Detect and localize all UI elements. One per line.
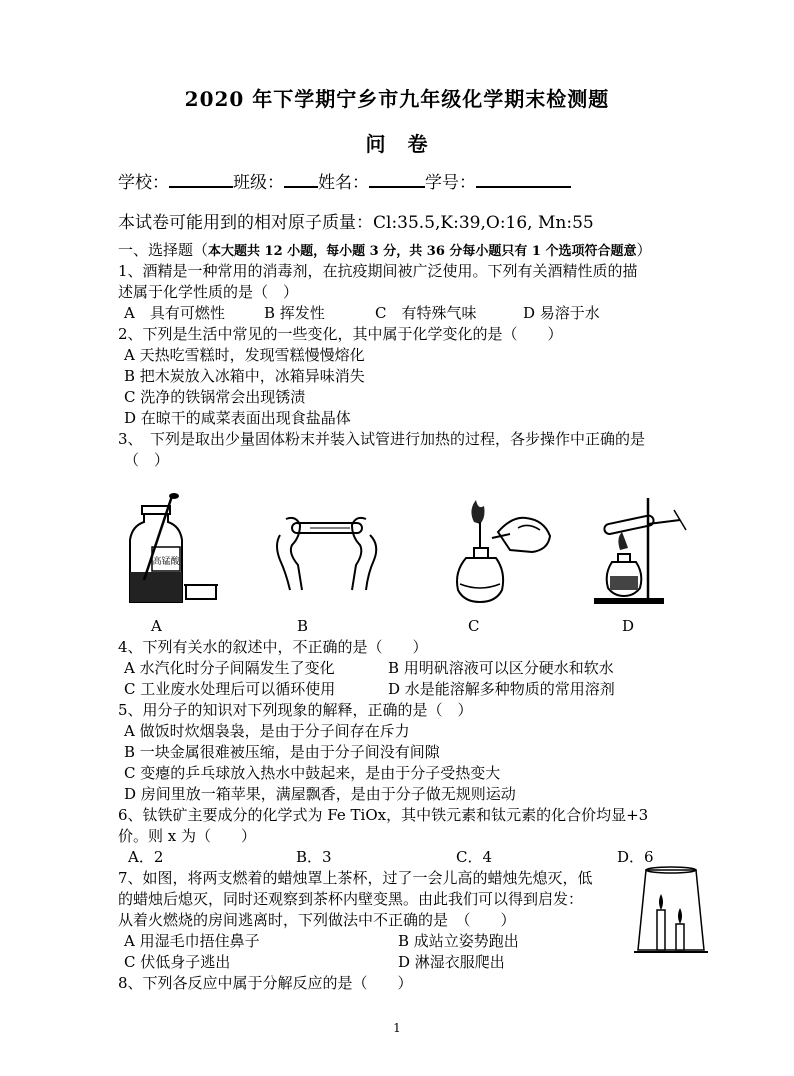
- q7-stem-2: 的蜡烛后熄灭，同时还观察到茶杯内壁变黑。由此我们可以得到启发：: [118, 890, 584, 908]
- q6-option-d: D．6: [617, 848, 654, 866]
- page-number: 1: [393, 1021, 401, 1035]
- q3-label-a: A: [151, 617, 162, 635]
- q4-stem: 4、下列有关水的叙述中，不正确的是（ ）: [118, 638, 428, 656]
- q6-option-b: B．3: [296, 848, 332, 866]
- q2-stem: 2、下列是生活中常见的一些变化，其中属于化学变化的是（ ）: [118, 325, 563, 343]
- q6-option-a: A．2: [128, 848, 164, 866]
- q3-label-c: C: [468, 617, 480, 635]
- q2-option-d: D 在晾干的咸菜表面出现食盐晶体: [124, 409, 351, 427]
- q8-stem: 8、下列各反应中属于分解反应的是（ ）: [118, 974, 413, 992]
- q2-option-c: C 洗净的铁锅常会出现锈渍: [124, 388, 306, 406]
- q5-option-c: C 变瘪的乒乓球放入热水中鼓起来，是由于分子受热变大: [124, 764, 501, 782]
- q1-stem-1: 1、酒精是一种常用的消毒剂，在抗疫期间被广泛使用。下列有关酒精性质的描: [118, 262, 638, 280]
- q7-option-a: A 用湿毛巾捂住鼻子: [124, 932, 260, 950]
- section-heading-close: ）: [636, 241, 652, 259]
- q7-candle-cup-figure: [632, 866, 710, 958]
- class-label: 班级：: [233, 173, 284, 193]
- name-label: 姓名：: [318, 173, 369, 193]
- q6-stem-1: 6、钛铁矿主要成分的化学式为 Fe TiOx，其中铁元素和钛元素的化合价均显+3: [118, 806, 649, 824]
- q1-option-b: B 挥发性: [264, 304, 325, 322]
- q5-option-a: A 做饭时炊烟袅袅，是由于分子间存在斥力: [124, 722, 410, 740]
- q3-figure-c: [440, 492, 560, 607]
- q7-stem-1: 7、如图，将两支燃着的蜡烛罩上茶杯，过了一会儿高的蜡烛先熄灭，低: [118, 869, 593, 887]
- name-blank[interactable]: [369, 170, 425, 188]
- q5-stem: 5、用分子的知识对下列现象的解释，正确的是（ ）: [118, 701, 473, 719]
- q1-option-d: D 易溶于水: [523, 304, 600, 322]
- class-blank[interactable]: [284, 170, 318, 188]
- page-subtitle: 问 卷: [365, 132, 429, 156]
- q7-option-d: D 淋湿衣服爬出: [398, 953, 505, 971]
- q7-stem-3: 从着火燃烧的房间逃离时，下列做法中不正确的是 （ ）: [118, 911, 516, 929]
- q6-option-c: C．4: [456, 848, 493, 866]
- q1-option-c: C 有特殊气味: [375, 304, 477, 322]
- q2-option-a: A 天热吃雪糕时，发现雪糕慢慢熔化: [124, 346, 365, 364]
- q1-stem-2: 述属于化学性质的是（ ）: [118, 283, 299, 301]
- section-heading: [118, 240, 652, 262]
- q3-label-d: D: [622, 617, 635, 635]
- q3-figure-a: [122, 492, 222, 607]
- atomic-mass-note: 本试卷可能用到的相对原子质量：Cl:35.5,K:39,O:16, Mn:55: [118, 213, 594, 233]
- q4-option-d: D 水是能溶解多种物质的常用溶剂: [388, 680, 615, 698]
- q4-option-b: B 用明矾溶液可以区分硬水和软水: [388, 659, 614, 677]
- q3-stem-2: （ ）: [124, 451, 170, 469]
- section-heading-label: 一、选择题（: [118, 241, 209, 259]
- school-blank[interactable]: [169, 170, 233, 188]
- q5-option-b: B 一块金属很难被压缩，是由于分子间没有间隙: [124, 743, 440, 761]
- q7-option-b: B 成站立姿势跑出: [398, 932, 519, 950]
- q1-option-a: A 具有可燃性: [124, 304, 225, 322]
- q5-option-d: D 房间里放一箱苹果，满屋飘香，是由于分子做无规则运动: [124, 785, 516, 803]
- q3-label-b: B: [297, 617, 309, 635]
- number-blank[interactable]: [476, 170, 571, 188]
- q3-figure-d: [590, 490, 700, 610]
- section-heading-note: 本大题共 12 小题，每小题 3 分，共 36 分每小题只有 1 个选项符合题意: [208, 244, 637, 259]
- school-label: 学校：: [118, 173, 169, 193]
- bottle-label: 高锰酸: [152, 557, 180, 567]
- q4-option-a: A 水汽化时分子间隔发生了变化: [124, 659, 335, 677]
- q2-option-b: B 把木炭放入冰箱中，冰箱异味消失: [124, 367, 365, 385]
- number-label: 学号：: [425, 173, 476, 193]
- q7-option-c: C 伏低身子逃出: [124, 953, 231, 971]
- q4-option-c: C 工业废水处理后可以循环使用: [124, 680, 336, 698]
- page-title: 2020 年下学期宁乡市九年级化学期末检测题: [184, 87, 610, 111]
- q3-figure-b: [270, 505, 385, 600]
- info-row: [118, 168, 571, 193]
- q3-stem-1: 3、 下列是取出少量固体粉末并装入试管进行加热的过程，各步操作中正确的是: [118, 430, 646, 448]
- q6-stem-2: 价。则 x 为（ ）: [118, 827, 256, 845]
